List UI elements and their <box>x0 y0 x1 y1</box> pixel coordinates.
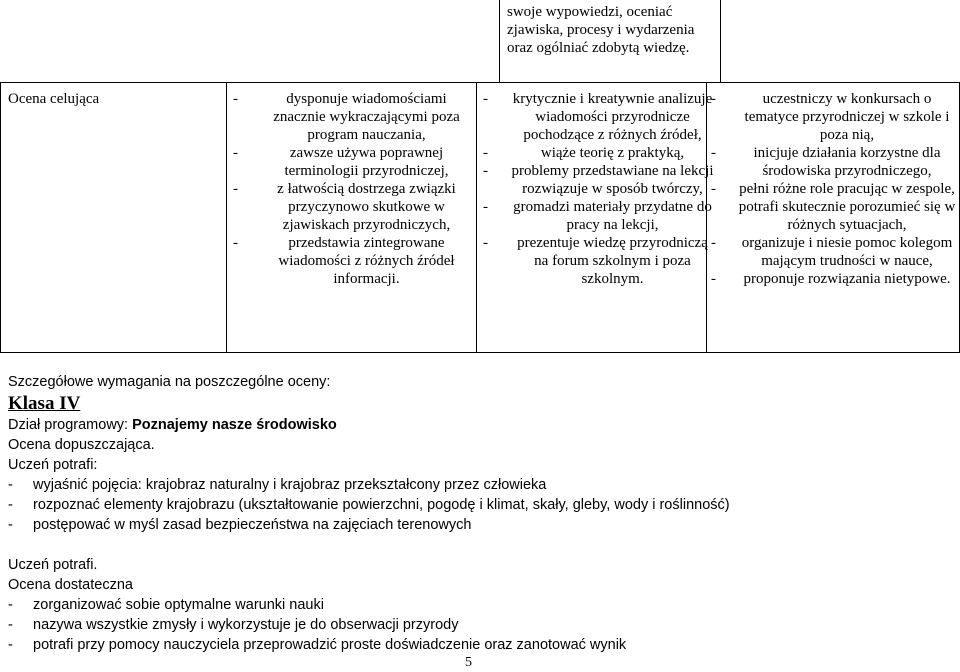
knowledge-list <box>233 90 473 288</box>
dash-bullet: - <box>711 181 716 197</box>
requirements-column-knowledge <box>233 90 473 288</box>
dash-bullet: - <box>711 145 716 161</box>
list-item: - rozpoznać elementy krajobrazu (ukształtowanie powierzchni, pogodę i klimat, skały, gleby, wody i roślinność) <box>8 497 730 513</box>
table-border-top-cell-right <box>720 0 721 82</box>
program-unit-name: Poznajemy nasze środowisko <box>132 417 337 433</box>
list-item: - organizuje i niesie pomoc kolegom mającym trudności w nauce, <box>711 235 953 269</box>
dash-bullet: - <box>8 617 13 633</box>
page-number: 5 <box>465 655 472 670</box>
list-item: - przedstawia zintegrowane wiadomości z różnych źródeł informacji. <box>233 235 455 287</box>
list-item: - wyjaśnić pojęcia: krajobraz naturalny i krajobraz przekształcony przez człowieka <box>8 477 547 493</box>
dash-bullet: - <box>233 145 238 161</box>
list-item: - potrafi przy pomocy nauczyciela przeprowadzić proste doświadczenie oraz zanotować wynik <box>8 637 627 653</box>
table-border-row-bottom <box>0 352 960 353</box>
list-item: - z łatwością dostrzega związki przyczynowo skutkowe w zjawiskach przyrodniczych, <box>233 181 456 233</box>
dash-bullet: - <box>483 199 488 215</box>
list-item: - prezentuje wiedzę przyrodniczą na forum szkolnym i poza szkolnym. <box>483 235 708 287</box>
list-item: - problemy przedstawiane na lekcji rozwiązuje w sposób twórczy, <box>483 163 714 197</box>
dash-bullet: - <box>483 235 488 251</box>
program-unit-label: Dział programowy: <box>8 417 133 433</box>
dash-bullet: - <box>8 597 13 613</box>
requirements-column-attitudes <box>711 90 956 288</box>
dash-bullet: - <box>8 497 13 513</box>
requirements-section <box>8 372 952 655</box>
grade-label-celujaca: Ocena celująca <box>8 91 100 107</box>
dash-bullet: - <box>8 637 13 653</box>
table-border-row-top <box>0 82 960 83</box>
requirements-column-skills <box>483 90 715 288</box>
list-item: - nazywa wszystkie zmysły i wykorzystuje je do obserwacji przyrody <box>8 617 459 633</box>
section-intro: Szczegółowe wymagania na poszczególne oceny: <box>8 374 331 390</box>
requirements-list-dopuszczajaca <box>8 475 952 535</box>
class-title: Klasa IV <box>8 393 81 414</box>
dash-bullet: - <box>483 163 488 179</box>
skills-list <box>483 90 715 288</box>
student-can-label: Uczeń potrafi: <box>8 457 98 473</box>
list-item: - uczestniczy w konkursach o tematyce przyrodniczej w szkole i poza nią, <box>711 91 950 143</box>
list-item: - gromadzi materiały przydatne do pracy na lekcji, <box>483 199 712 233</box>
list-item: - zawsze używa poprawnej terminologii przyrodniczej, <box>233 145 449 179</box>
list-item: - zorganizować sobie optymalne warunki nauki <box>8 597 324 613</box>
grade-heading-dopuszczajaca: Ocena dopuszczająca. <box>8 437 155 453</box>
attitudes-list <box>711 90 956 288</box>
dash-bullet: - <box>233 181 238 197</box>
dash-bullet: - <box>711 91 716 107</box>
list-item: - wiąże teorię z praktyką, <box>483 145 685 161</box>
list-item: - pełni różne role pracując w zespole, potrafi skutecznie porozumieć się w różnych sytuacjach, <box>711 181 956 233</box>
requirements-list-dostateczna <box>8 595 952 655</box>
table-border-top-cell-left <box>499 0 500 82</box>
top-cell-text: swoje wypowiedzi, oceniać zjawiska, procesy i wydarzenia oraz ogólniać zdobytą wiedzę. <box>507 4 695 56</box>
list-item: - krytycznie i kreatywnie analizuje wiadomości przyrodnicze pochodzące z różnych źródeł, <box>483 91 713 143</box>
spacer <box>8 535 952 555</box>
list-item: - inicjuje działania korzystne dla środowiska przyrodniczego, <box>711 145 941 179</box>
dash-bullet: - <box>711 271 716 287</box>
dash-bullet: - <box>233 235 238 251</box>
list-item: - dysponuje wiadomościami znacznie wykraczającymi poza program nauczania, <box>233 91 460 143</box>
table-border-left <box>0 82 1 353</box>
table-border-col2 <box>476 82 477 353</box>
dash-bullet: - <box>8 517 13 533</box>
dash-bullet: - <box>233 91 238 107</box>
program-unit <box>8 415 952 435</box>
student-can-label-2: Uczeń potrafi. <box>8 557 98 573</box>
dash-bullet: - <box>711 235 716 251</box>
grade-heading-dostateczna: Ocena dostateczna <box>8 577 133 593</box>
list-item: - postępować w myśl zasad bezpieczeństwa na zajęciach terenowych <box>8 517 472 533</box>
dash-bullet: - <box>483 145 488 161</box>
dash-bullet: - <box>8 477 13 493</box>
table-border-col1 <box>226 82 227 353</box>
list-item: - proponuje rozwiązania nietypowe. <box>711 271 951 287</box>
dash-bullet: - <box>483 91 488 107</box>
